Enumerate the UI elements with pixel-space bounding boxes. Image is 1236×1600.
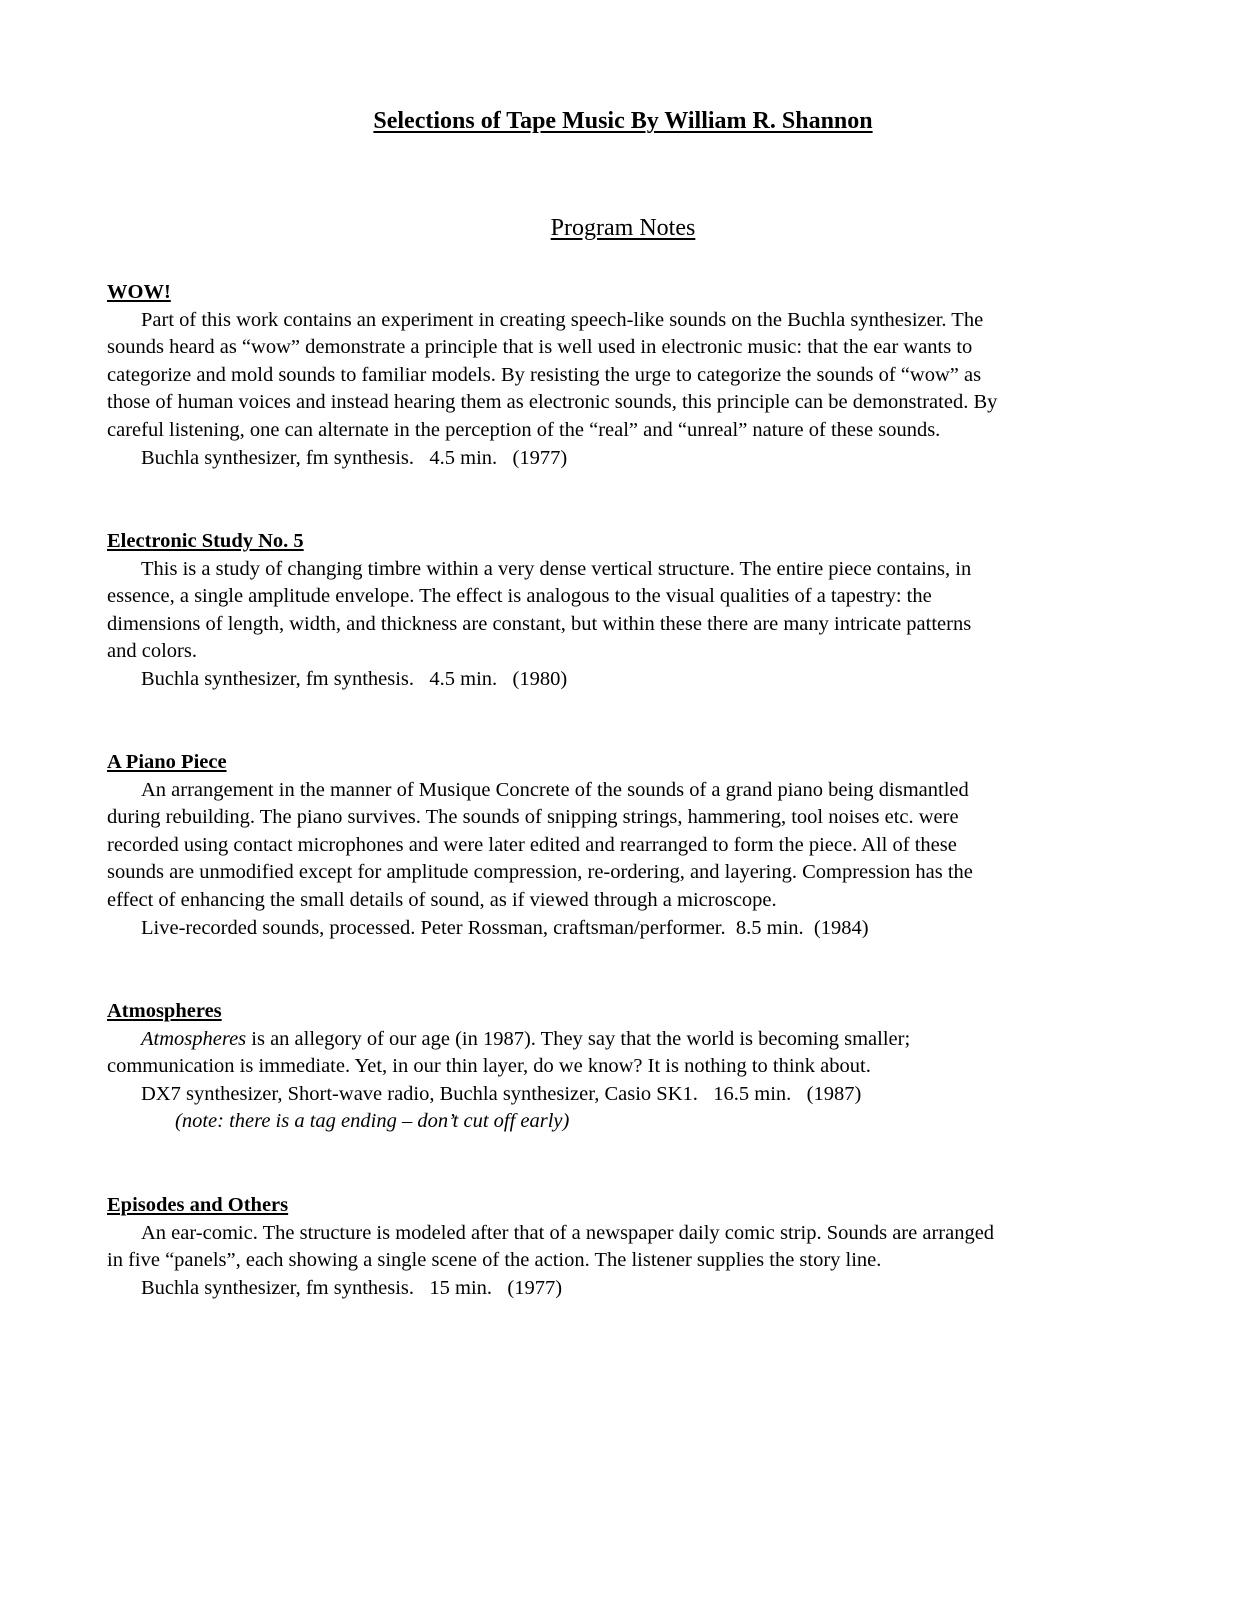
document-subtitle: Program Notes: [550, 215, 696, 241]
note-line: (note: there is a tag ending – don’t cut off early): [175, 1110, 570, 1133]
paragraph-line: recorded using contact microphones and were later edited and rearranged to form the piece. All of these: [107, 833, 957, 856]
paragraph-line: An arrangement in the manner of Musique Concrete of the sounds of a grand piano being dismantled: [141, 778, 969, 801]
section-a-piano-piece: [107, 749, 1147, 942]
paragraph-line: dimensions of length, width, and thickness are constant, but within these there are many intricate patterns: [107, 612, 972, 635]
section-heading: A Piano Piece: [107, 751, 227, 773]
document-title: Selections of Tape Music By William R. Shannon: [373, 108, 873, 134]
section-wow: [107, 279, 1147, 472]
italic-title: Atmospheres: [141, 1027, 247, 1050]
paragraph-line: those of human voices and instead hearing them as electronic sounds, this principle can be demonstrated. By: [107, 391, 998, 414]
paragraph-line: during rebuilding. The piano survives. The sounds of snipping strings, hammering, tool noises etc. were: [107, 806, 959, 829]
paragraph-line: sounds are unmodified except for amplitude compression, re-ordering, and layering. Compression has the: [107, 861, 973, 884]
credits-line: DX7 synthesizer, Short-wave radio, Buchla synthesizer, Casio SK1. 16.5 min. (1987): [141, 1082, 862, 1105]
paragraph-line: Part of this work contains an experiment in creating speech-like sounds on the Buchla synthesizer. The: [141, 308, 984, 331]
paragraph-line: An ear-comic. The structure is modeled after that of a newspaper daily comic strip. Sounds are arranged: [141, 1221, 995, 1244]
paragraph-line: and colors.: [107, 640, 197, 663]
paragraph-line: in five “panels”, each showing a single scene of the action. The listener supplies the story line.: [107, 1249, 882, 1272]
paragraph-line: effect of enhancing the small details of sound, as if viewed through a microscope.: [107, 888, 777, 911]
paragraph-line: careful listening, one can alternate in the perception of the “real” and “unreal” nature of these sounds.: [107, 418, 941, 441]
credits-line: Buchla synthesizer, fm synthesis. 4.5 min. (1980): [141, 667, 568, 690]
credits-line: Buchla synthesizer, fm synthesis. 4.5 min. (1977): [141, 446, 568, 469]
section-heading: Episodes and Others: [107, 1194, 289, 1216]
section-atmospheres: [107, 998, 1147, 1136]
paragraph-line: essence, a single amplitude envelope. The effect is analogous to the visual qualities of a tapestry: the: [107, 585, 932, 608]
credits-line: Live-recorded sounds, processed. Peter Rossman, craftsman/performer. 8.5 min. (1984): [141, 916, 869, 939]
paragraph-line: categorize and mold sounds to familiar models. By resisting the urge to categorize the sounds of “wow” as: [107, 363, 982, 386]
paragraph-line: This is a study of changing timbre within a very dense vertical structure. The entire piece contains, in: [141, 557, 972, 580]
paragraph-line: sounds heard as “wow” demonstrate a principle that is well used in electronic music: that the ear wants to: [107, 336, 973, 359]
credits-line: Buchla synthesizer, fm synthesis. 15 min. (1977): [141, 1276, 563, 1299]
section-heading: WOW!: [107, 281, 171, 303]
paragraph-text: is an allegory of our age (in 1987). They say that the world is becoming smaller;: [246, 1027, 911, 1050]
paragraph-line: [107, 1026, 1147, 1054]
section-heading: Electronic Study No. 5: [107, 530, 304, 552]
section-episodes-and-others: [107, 1192, 1147, 1302]
section-heading: Atmospheres: [107, 1000, 222, 1022]
paragraph-line: communication is immediate. Yet, in our thin layer, do we know? It is nothing to think about.: [107, 1055, 871, 1078]
section-electronic-study-5: [107, 528, 1147, 694]
